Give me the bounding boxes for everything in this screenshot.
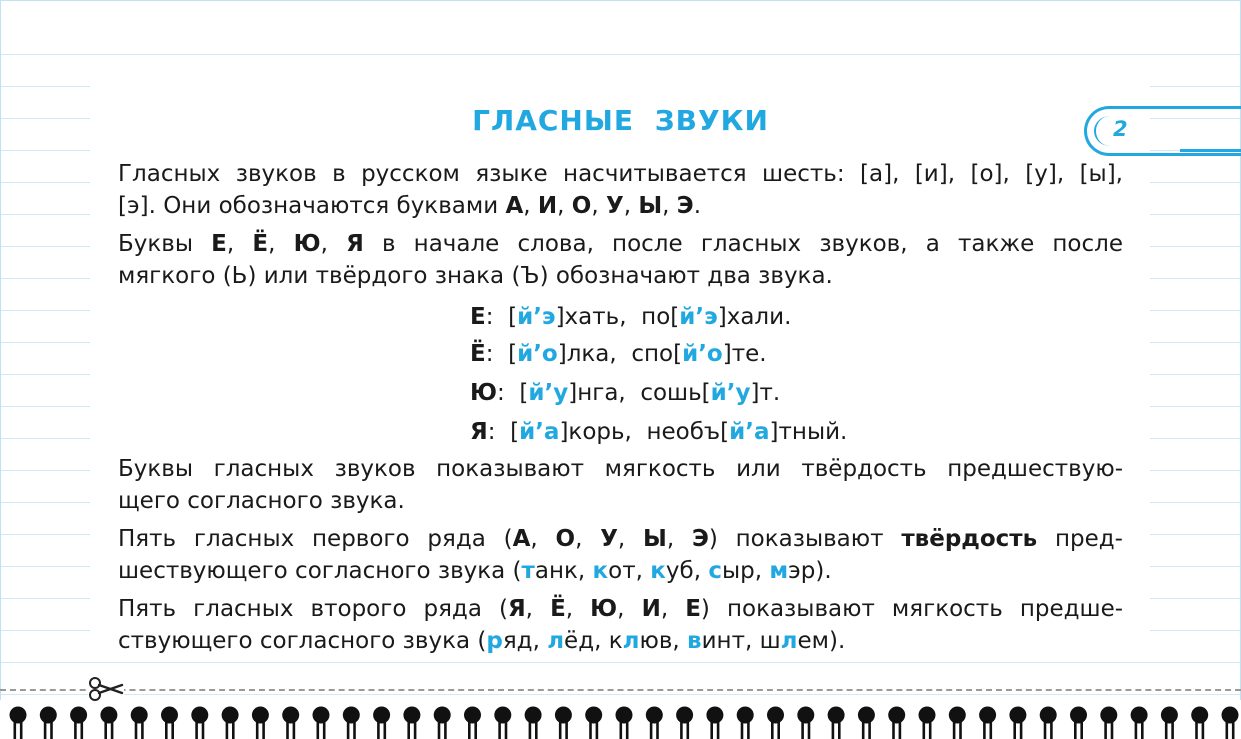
transcription: й’а	[729, 419, 770, 445]
transcription: й’о	[517, 341, 558, 367]
spiral-ring-icon	[434, 707, 451, 739]
paragraph-line: [э]. Они обозначаются буквами А, И, О, У, Ы, Э.	[118, 193, 701, 219]
vowel-letter: Ё	[550, 596, 566, 622]
spiral-ring-icon	[1009, 707, 1026, 739]
spiral-ring-icon	[616, 707, 633, 739]
vowel-letter: И	[641, 596, 661, 622]
spiral-ring-icon	[767, 707, 784, 739]
spiral-ring-icon	[191, 707, 208, 739]
page-tab-line	[1180, 149, 1241, 152]
spiral-binding	[0, 698, 1241, 739]
example-letter: Е	[470, 304, 486, 330]
consonant-highlight: т	[521, 558, 535, 584]
vowel-letter: Я	[507, 596, 526, 622]
example-letter: Я	[470, 419, 488, 445]
paragraph-line: Пять гласных второго ряда (Я, Ё, Ю, И, Е) показывают мягкость предше-	[118, 596, 1124, 622]
vowel-letter: И	[537, 193, 558, 219]
vowel-letter: Ю	[293, 231, 321, 257]
paragraph-line: Гласных звуков в русском языке насчитывается шесть: [а], [и], [о], [у], [ы],	[118, 161, 1123, 187]
spiral-ring-icon	[1131, 707, 1148, 739]
spiral-ring-icon	[222, 707, 239, 739]
spiral-ring-icon	[919, 707, 936, 739]
vowel-letter: Е	[211, 231, 227, 257]
paragraph-line: Буквы гласных звуков показывают мягкость или твёрдость предшествую-	[118, 456, 1123, 482]
spiral-ring-icon	[949, 707, 966, 739]
example-line: Ё: [й’о]лка, спо[й’о]те.	[470, 341, 767, 367]
paragraph-line: ствующего согласного звука (ряд, лёд, клюв, винт, шлем).	[118, 628, 846, 654]
consonant-highlight: л	[622, 628, 640, 654]
vowel-letter: У	[605, 193, 624, 219]
spiral-ring-icon	[676, 707, 693, 739]
consonant-highlight: к	[592, 558, 609, 584]
spiral-ring-icon	[40, 707, 57, 739]
vowel-letter: Ю	[590, 596, 618, 622]
spiral-ring-icon	[858, 707, 875, 739]
vowel-letter: О	[571, 193, 592, 219]
spiral-ring-icon	[282, 707, 299, 739]
spiral-ring-icon	[343, 707, 360, 739]
spiral-ring-icon	[70, 707, 87, 739]
spiral-ring-icon	[737, 707, 754, 739]
text: [э]. Они обозначаются буквами	[118, 193, 506, 219]
consonant-highlight: р	[486, 628, 503, 654]
example-letter: Ю	[470, 380, 497, 406]
spiral-ring-icon	[1040, 707, 1057, 739]
vowel-letter: Ё	[252, 231, 269, 257]
spiral-ring-icon	[161, 707, 178, 739]
cut-line	[0, 689, 1241, 691]
example-line: Я: [й’а]корь, необъ[й’а]тный.	[470, 419, 848, 445]
spiral-ring-icon	[313, 707, 330, 739]
example-line: Е: [й’э]хать, по[й’э]хали.	[470, 304, 792, 330]
paragraph-line: Пять гласных первого ряда (А, О, У, Ы, Э) показывают твёрдость пред-	[118, 526, 1123, 552]
paragraph-first-row	[118, 523, 1123, 587]
spiral-ring-icon	[1222, 707, 1239, 739]
transcription: й’а	[519, 419, 560, 445]
vowel-letter: Э	[676, 193, 694, 219]
paragraph-line: Буквы Е, Ё, Ю, Я в начале слова, после гласных звуков, а также после	[118, 231, 1124, 257]
vowel-letter: Э	[691, 526, 709, 552]
consonant-highlight: в	[687, 628, 702, 654]
spiral-ring-icon	[403, 707, 420, 739]
transcription: й’у	[710, 380, 751, 406]
vowel-letter: А	[505, 193, 524, 219]
spiral-ring-icon	[100, 707, 117, 739]
transcription: й’э	[679, 304, 718, 330]
spiral-ring-icon	[373, 707, 390, 739]
consonant-highlight: л	[780, 628, 798, 654]
spiral-ring-icon	[1100, 707, 1117, 739]
spiral-ring-icon	[888, 707, 905, 739]
paragraph-line: шествующего согласного звука (танк, кот, куб, сыр, мэр).	[118, 558, 832, 584]
spiral-ring-icon	[525, 707, 542, 739]
transcription: й’о	[682, 341, 723, 367]
spiral-ring-icon	[252, 707, 269, 739]
spiral-ring-icon	[828, 707, 845, 739]
spiral-ring-icon	[131, 707, 148, 739]
spiral-ring-icon	[555, 707, 572, 739]
example-letter: Ё	[470, 341, 486, 367]
spiral-ring-icon	[979, 707, 996, 739]
paragraph-iotated-vowels	[118, 228, 1123, 292]
page-number: 2	[1113, 117, 1128, 141]
spiral-ring-icon	[464, 707, 481, 739]
spiral-ring-icon	[797, 707, 814, 739]
spiral-ring-icon	[1191, 707, 1208, 739]
page-title: ГЛАСНЫЕ ЗВУКИ	[472, 104, 769, 137]
consonant-highlight: м	[769, 558, 789, 584]
spiral-ring-icon	[585, 707, 602, 739]
paragraph-line: мягкого (Ь) или твёрдого знака (Ъ) обозначают два звука.	[118, 263, 833, 289]
keyword-hardness: твёрдость	[901, 526, 1038, 552]
spiral-ring-icon	[1161, 707, 1178, 739]
transcription: й’э	[517, 304, 556, 330]
consonant-highlight: с	[708, 558, 722, 584]
consonant-highlight: л	[547, 628, 565, 654]
vowel-letter: Ы	[638, 193, 663, 219]
consonant-highlight: к	[650, 558, 666, 584]
vowel-letter: Е	[685, 596, 701, 622]
vowel-letter: Ы	[643, 526, 667, 552]
transcription: й’у	[528, 380, 569, 406]
spiral-ring-icon	[494, 707, 511, 739]
vowel-letter: Я	[346, 231, 364, 257]
spiral-ring-icon	[646, 707, 663, 739]
vowel-letter: У	[600, 526, 618, 552]
spiral-ring-icon	[1070, 707, 1087, 739]
paragraph-vowel-count	[118, 158, 1123, 222]
paragraph-softness	[118, 453, 1123, 517]
spiral-ring-icon	[706, 707, 723, 739]
example-line: Ю: [й’у]нга, сошь[й’у]т.	[470, 380, 781, 406]
vowel-letter: А	[512, 526, 531, 552]
paragraph-line: щего согласного звука.	[118, 488, 405, 514]
spiral-ring-icon	[10, 707, 27, 739]
paragraph-second-row	[118, 593, 1123, 657]
vowel-letter: О	[555, 526, 576, 552]
